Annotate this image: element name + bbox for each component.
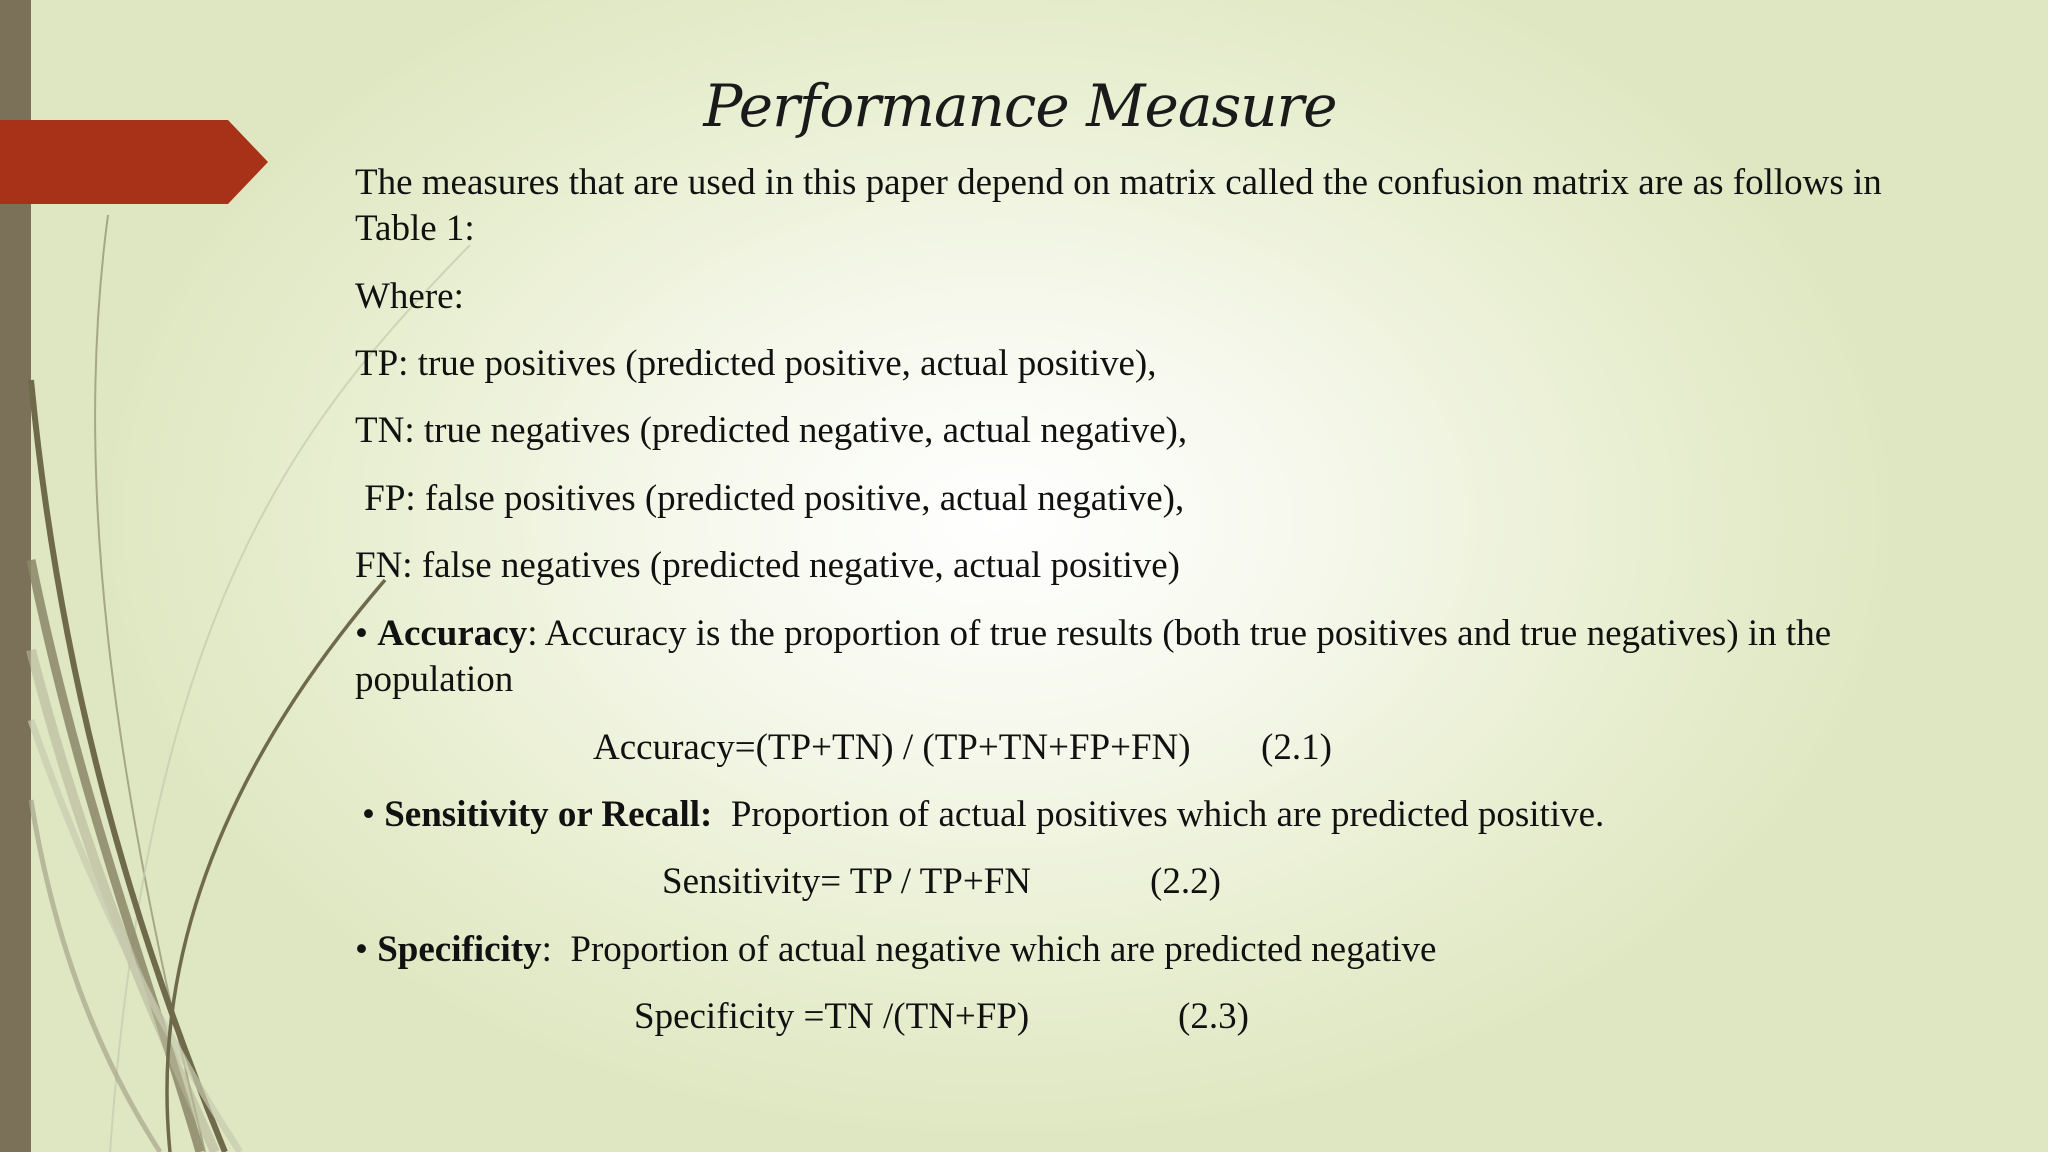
intro-paragraph: The measures that are used in this paper depend on matrix called the confusion matrix are as follows in Table 1: [355,162,1882,249]
specificity-text: : Proportion of actual negative which are predicted negative [541,929,1437,970]
sensitivity-term: Sensitivity or Recall: [384,794,713,835]
sensitivity-bullet-mark: • [362,794,385,835]
where-label: Where: [355,276,464,317]
accuracy-text: : Accuracy is the proportion of true results (both true positives and true negatives) in the population [355,613,1832,700]
specificity-formula: Specificity =TN /(TN+FP) [634,996,1030,1037]
red-arrow-tab [0,120,268,204]
specificity-term: Specificity [377,929,542,970]
accuracy-bullet [355,611,1915,703]
sensitivity-equation-number: (2.2) [1150,861,1221,902]
tn-definition: TN: true negatives (predicted negative, actual negative), [355,410,1188,451]
sensitivity-bullet [362,792,1604,838]
sensitivity-formula: Sensitivity= TP / TP+FN [662,861,1032,902]
slide-title: Performance Measure [703,72,1337,140]
accuracy-bullet-mark: • [355,613,378,654]
accuracy-equation-number: (2.1) [1261,727,1332,768]
specificity-bullet [355,927,1436,973]
accuracy-term: Accuracy [377,613,528,654]
specificity-bullet-mark: • [355,929,378,970]
fp-definition: FP: false positives (predicted positive, actual negative), [355,478,1185,519]
tp-definition: TP: true positives (predicted positive, actual positive), [355,343,1157,384]
sensitivity-text: Proportion of actual positives which are predicted positive. [712,794,1605,835]
accuracy-formula: Accuracy=(TP+TN) / (TP+TN+FP+FN) [593,727,1191,768]
fn-definition: FN: false negatives (predicted negative, actual positive) [355,545,1181,586]
specificity-equation-number: (2.3) [1178,996,1249,1037]
